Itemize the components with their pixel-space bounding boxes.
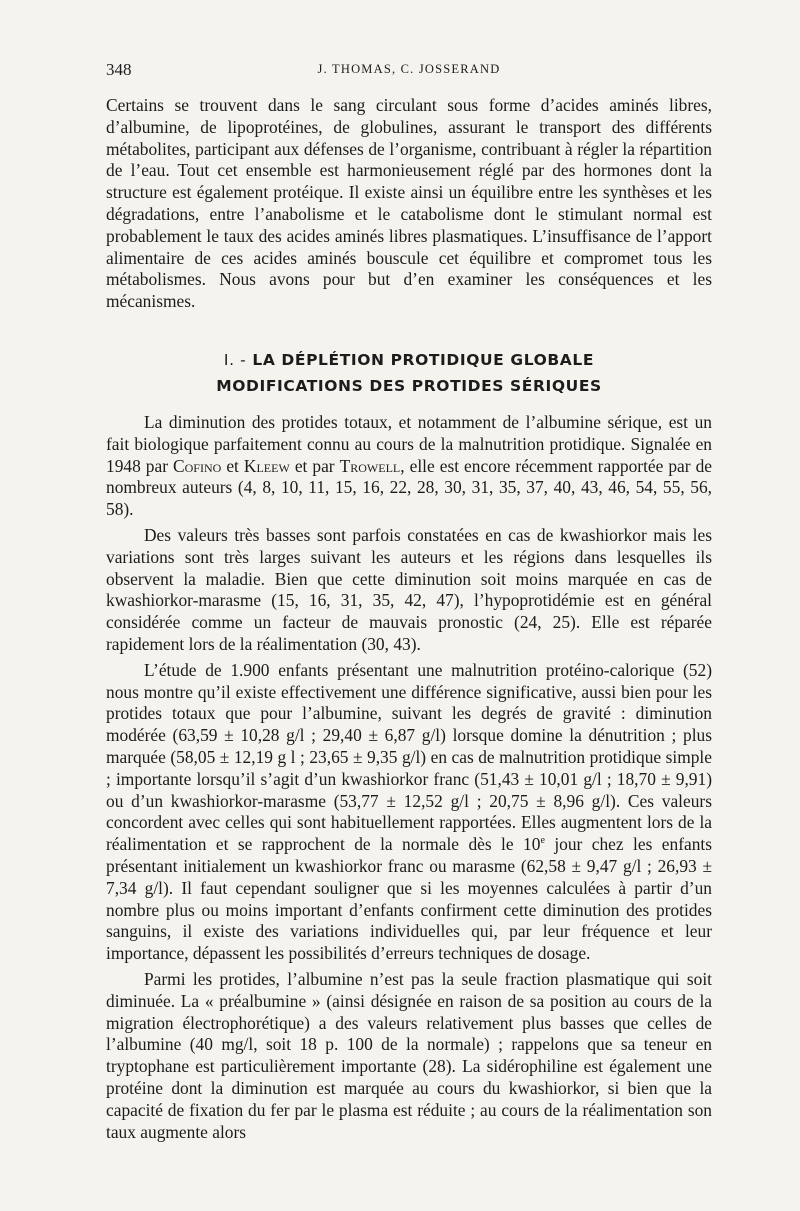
author-trowell: Trowell [339, 455, 401, 476]
page-number: 348 [106, 60, 132, 79]
paragraph-1-a: La diminution des protides totaux, et notamment de l’albumine sérique, est un fait biologique parfaitement connu au cours de la malnutrition protidique. Signalée en 1948 par [106, 412, 712, 476]
section-title-line2: MODIFICATIONS DES PROTIDES SÉRIQUES [216, 377, 602, 395]
paragraph-1-d: , elle est encore récemment rapportée par de nombreux auteurs (4, 8, 10, 11, 15, 16, 22, 28, 30, 31, 35, 37, 40, 43, 46, 54, 55, 56, 58). [106, 455, 712, 520]
paragraph-1-b: et [221, 455, 244, 476]
section-heading [106, 347, 712, 399]
author-kleew: Kleew [243, 455, 290, 476]
paragraph-3-a: L’étude de 1.900 enfants présentant une malnutrition protéino-calorique (52) nous montre qu’il existe effectivement une différence significative, aussi bien pour les protides totaux que pour l’albumine, suivant les degrés de gravité : diminution modérée (63,59 ± 10,28 g/l ; 29,40 ± 6,87 g/l) lorsque domine la dénutrition ; plus marquée (58,05 ± 12,19 g l ; 23,65 ± 9,35 g/l) en cas de malnutrition protidique simple ; importante lorsqu’il s’agit d’un kwashiorkor franc (51,43 ± 10,01 g/l ; 18,70 ± 9,91) ou d’un kwashiorkor-marasme (53,77 ± 12,52 g/l ; 20,75 ± 8,96 g/l). Ces valeurs concordent avec celles qui sont habituellement rapportées. Elles augmentent lors de la réalimentation et se rapprochent de la normale dès le 10 [106, 659, 712, 855]
section-body [106, 412, 712, 1147]
section-title-line1 [106, 347, 712, 373]
section-number: I. - [223, 351, 247, 369]
page-header [106, 60, 712, 84]
running-head: J. THOMAS, C. JOSSERAND [317, 62, 501, 76]
paragraph-3-b: jour chez les enfants présentant initialement un kwashiorkor franc ou marasme (62,58 ± 9,47 g/l ; 26,93 ± 7,34 g/l). Il faut cependant souligner que si les moyennes calculées à partir d’un nombre plus ou moins important d’enfants confirment cette diminution des protides sanguins, il existe des variations individuelles qui, par leur fréquence et leur importance, dépassent les possibilités d’erreurs techniques de dosage. [106, 834, 713, 964]
paragraph-2: Des valeurs très basses sont parfois constatées en cas de kwashiorkor mais les variations sont très larges suivant les auteurs et les régions dans lesquelles ils observent la maladie. Bien que cette diminution soit moins marquée en cas de kwashiorkor-marasme (15, 16, 31, 35, 42, 47), l’hypoprotidémie est en général considérée comme un facteur de mauvais pronostic (24, 25). Elle est réparée rapidement lors de la réalimentation (30, 43). [106, 524, 712, 654]
paragraph-1 [106, 412, 712, 521]
section-title-1: LA DÉPLÉTION PROTIDIQUE GLOBALE [252, 351, 595, 369]
paragraph-4: Parmi les protides, l’albumine n’est pas la seule fraction plasmatique qui soit diminuée. La « préalbumine » (ainsi désignée en raison de sa position au cours de la migration électrophorétique) a des valeurs relativement plus basses que celles de l’albumine (40 mg/l, soit 18 p. 100 de la normale) ; rappelons que sa teneur en tryptophane est particulièrement importante (28). La sidérophiline est également une protéine dont la diminution est marquée au cours du kwashiorkor, si bien que la capacité de fixation du fer par le plasma est réduite ; au cours de la réalimentation son taux augmente alors [106, 968, 712, 1142]
ordinal-superscript: e [540, 835, 545, 847]
paragraph-3 [106, 660, 712, 965]
author-cofino: Cofino [173, 455, 222, 476]
intro-paragraph: Certains se trouvent dans le sang circulant sous forme d’acides aminés libres, d’albumine, de lipoprotéines, de globulines, assurant le transport des différents métabolites, participant aux défenses de l’organisme, contribuant à régler la répartition de l’eau. Tout cet ensemble est harmonieusement réglé par des hormones dont la structure est également protéique. Il existe ainsi un équilibre entre les synthèses et les dégradations, entre l’anabolisme et le catabolisme dont le stimulant normal est probablement le taux des acides aminés libres plasmatiques. L’insuffisance de l’apport alimentaire de ces acides aminés bouscule cet équilibre et compromet tous les métabolismes. Nous avons pour but d’en examiner les conséquences et les mécanismes. [106, 95, 712, 312]
paragraph-1-c: et par [289, 455, 340, 476]
intro-text [106, 95, 712, 313]
